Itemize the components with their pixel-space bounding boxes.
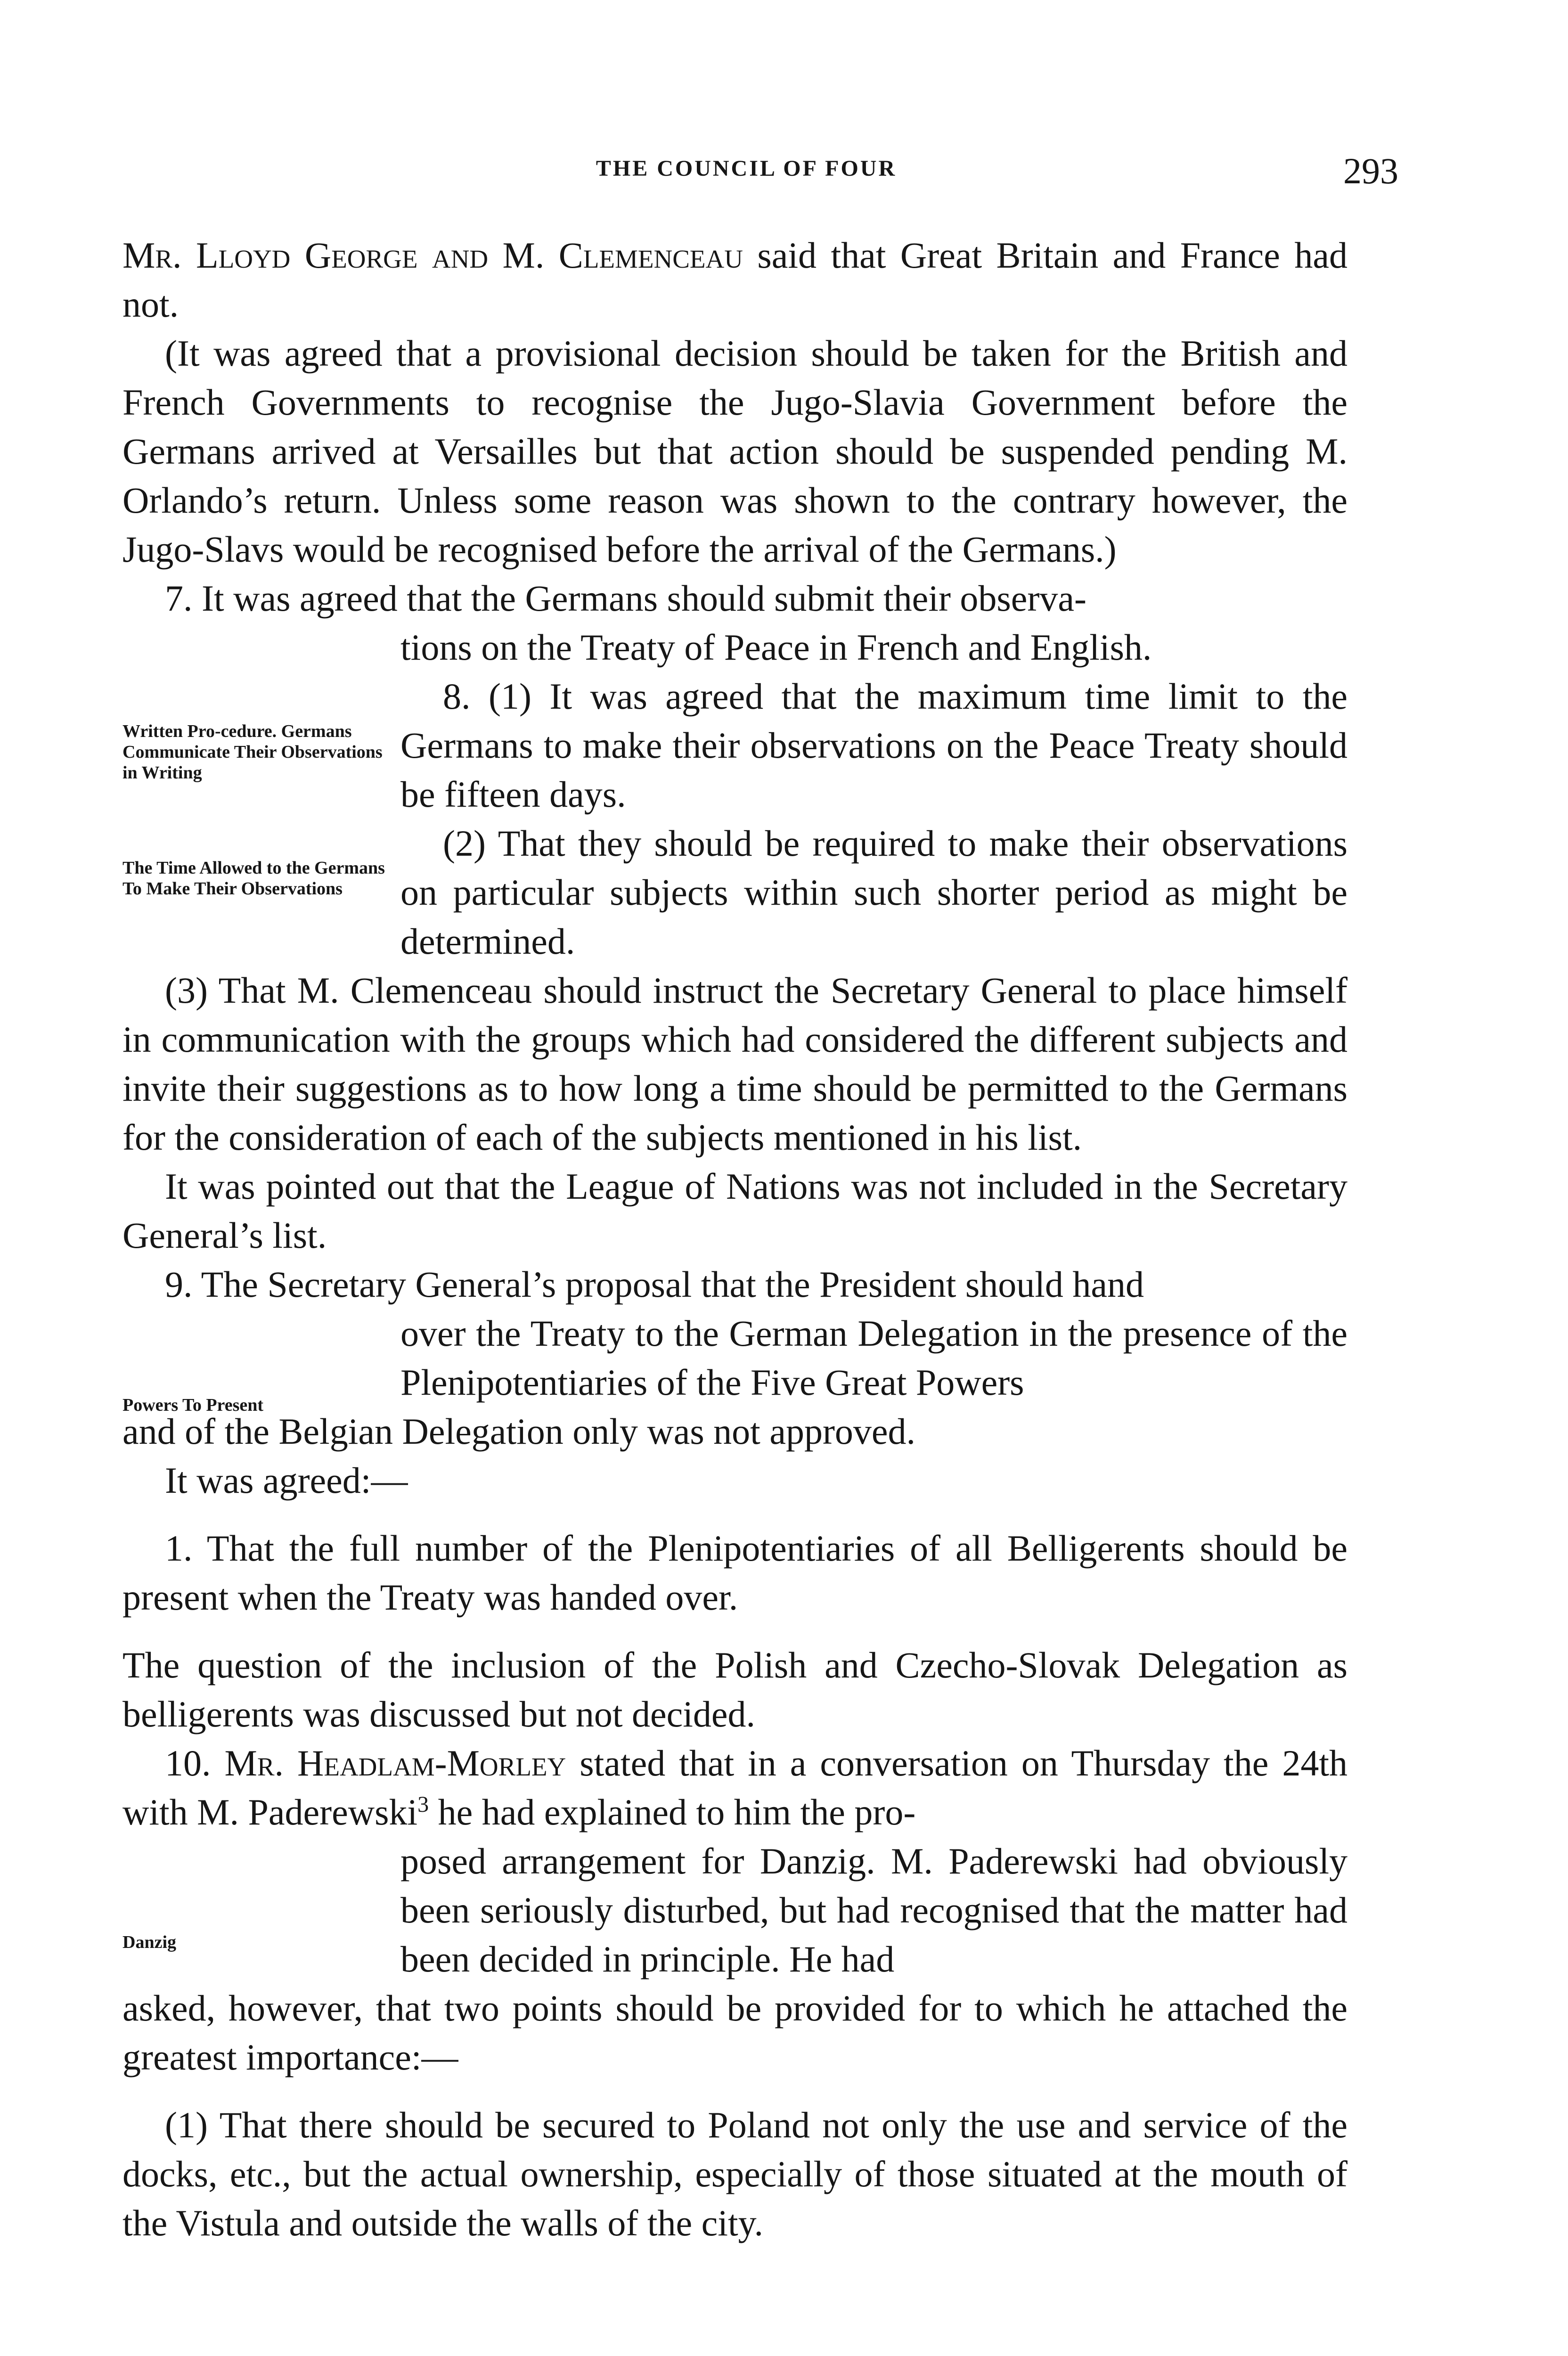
page-number: 293	[1343, 150, 1398, 191]
running-head: THE COUNCIL OF FOUR	[596, 156, 897, 181]
paragraph-danzig-point-1: (1) That there should be secured to Poland not only the use and service of the docks, etc., but the actual ownership, especially of those situated at the mouth of the Vistula and outside the walls of the city.	[122, 2104, 1348, 2243]
paragraph-item-10-cont: posed arrangement for Danzig. M. Paderewski had obviously been seriously disturbed, but had recognised that the matter had been decided in principle. He had	[400, 1841, 1348, 1980]
paragraph-item-8-1: 8. (1) It was agreed that the maximum time limit to the Germans to make their observations on the Peace Treaty should be fifteen days.	[400, 676, 1348, 815]
margin-note-powers-to-present: Powers To Present	[122, 1395, 264, 1415]
paragraph-item-9: 9. The Secretary General’s proposal that the President should hand	[165, 1264, 1144, 1305]
paragraph-agreed-1: 1. That the full number of the Plenipotentiaries of all Belligerents should be present when the Treaty was handed over.	[122, 1528, 1348, 1618]
paragraph-polish-question: The question of the inclusion of the Polish and Czecho-Slovak Delegation as belligerents was discussed but not decided.	[122, 1644, 1348, 1734]
paragraph-item-8-3: (3) That M. Clemenceau should instruct the Secretary General to place himself in communication with the groups which had considered the different subjects and invite their suggestions as to how long a time should be permitted to the Germans for the consideration of each of the subjects mentioned in his list.	[122, 970, 1348, 1158]
paragraph-1	[122, 231, 1348, 329]
paragraph-item-10-end: asked, however, that two points should be provided for to which he attached the greatest importance:—	[122, 1988, 1348, 2078]
page-header	[122, 150, 1398, 193]
speaker-names: Mr. Lloyd George and M. Clemenceau	[122, 235, 743, 276]
margin-note-time-allowed: The Time Allowed to the Germans To Make Their Observations	[122, 858, 385, 899]
paragraph-item-8-2: (2) That they should be required to make their observations on particular subjects within such shorter period as might be determined.	[400, 823, 1348, 962]
item-10-text-b: he had explained to him the pro-	[429, 1792, 916, 1832]
paragraph-item-7: 7. It was agreed that the Germans should submit their observa-	[165, 578, 1086, 619]
paragraph-2: (It was agreed that a provisional decision should be taken for the British and French Governments to recognise the Jugo-Slavia Government before the Germans arrived at Versailles but that action should be suspended pending M. Orlando’s return. Unless some reason was shown to the contrary however, the Jugo-Slavs would be recognised before the arrival of the Germans.)	[122, 333, 1348, 570]
paragraph-item-10	[122, 1739, 1348, 1837]
paragraph-1-text: said that Great Britain and France had not.	[122, 235, 1348, 325]
footnote-ref: 3	[417, 1792, 429, 1817]
paragraph-item-7-cont: tions on the Treaty of Peace in French and English.	[400, 627, 1152, 668]
margin-note-danzig: Danzig	[122, 1932, 176, 1952]
paragraph-league-note: It was pointed out that the League of Nations was not included in the Secretary General’s list.	[122, 1166, 1348, 1256]
item-10-number: 10.	[165, 1742, 225, 1783]
paragraph-item-9-cont: over the Treaty to the German Delegation in the presence of the Plenipotentiaries of the Five Great Powers	[400, 1313, 1348, 1403]
item-10-text-a: stated that in a conversation on Thursday the 24th with M. Paderewski	[122, 1742, 1348, 1832]
paragraph-item-9-end: and of the Belgian Delegation only was not approved.	[122, 1411, 916, 1452]
paragraph-agreed: It was agreed:—	[165, 1460, 408, 1501]
margin-note-written-procedure: Written Pro-cedure. Germans Communicate Their Observations in Writing	[122, 721, 383, 783]
speaker-name-headlam: Mr. Headlam-Morley	[224, 1742, 566, 1783]
